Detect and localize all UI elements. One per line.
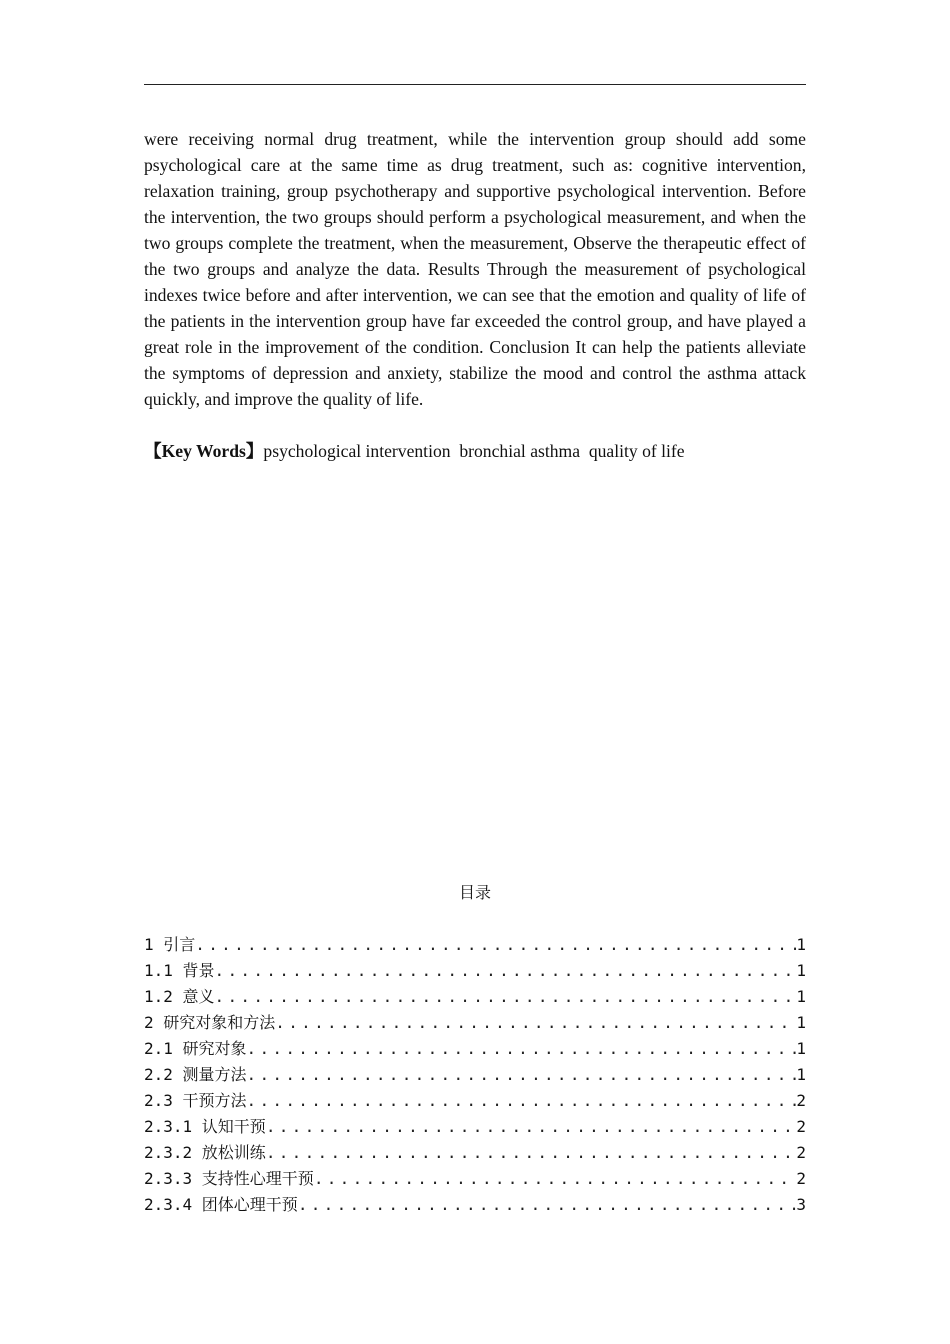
toc-entry[interactable]: [144, 1114, 806, 1140]
toc-entry-label: 2.3.1 认知干预: [144, 1117, 266, 1136]
toc-entry-label: 1.1 背景: [144, 961, 215, 980]
keywords-text: psychological intervention bronchial asthma quality of life: [263, 441, 685, 461]
toc-entry-label: 1 引言: [144, 935, 196, 954]
toc-entry-label: 2.3.2 放松训练: [144, 1143, 266, 1162]
abstract-paragraph: were receiving normal drug treatment, while the intervention group should add some psychological care at the same time as drug treatment, such as: cognitive intervention, relaxation training, group psychotherapy and supportive psychological intervention. Before the intervention, the two groups should perform a psychological measurement, and when the two groups complete the treatment, when the measurement, Observe the therapeutic effect of the two groups and analyze the data. Results Through the measurement of psychological indexes twice before and after intervention, we can see that the emotion and quality of life of the patients in the intervention group have far exceeded the control group, and have played a great role in the improvement of the condition. Conclusion It can help the patients alleviate the symptoms of depression and anxiety, stabilize the mood and control the asthma attack quickly, and improve the quality of life.: [144, 129, 806, 409]
toc-dot-leader: [275, 1010, 796, 1036]
toc-dot-leader: [195, 932, 796, 958]
toc-dot-leader: [247, 1062, 797, 1088]
toc-entry[interactable]: [144, 984, 806, 1010]
toc-dot-leader: [314, 1166, 797, 1192]
toc-entry[interactable]: [144, 1166, 806, 1192]
toc-entry-page: 1: [796, 1039, 806, 1058]
toc-entry-page: 2: [796, 1143, 806, 1162]
toc-dot-leader: [266, 1114, 797, 1140]
toc-dot-leader: [215, 958, 797, 984]
toc-entry[interactable]: [144, 1010, 806, 1036]
toc-entry[interactable]: [144, 1062, 806, 1088]
toc-dot-leader: [215, 984, 797, 1010]
toc-entry-label: 2.3.3 支持性心理干预: [144, 1169, 314, 1188]
header-rule: [144, 84, 806, 85]
toc-dot-leader: [298, 1192, 797, 1218]
table-of-contents: [144, 932, 806, 1218]
toc-entry[interactable]: [144, 1088, 806, 1114]
toc-entry-page: 1: [796, 1065, 806, 1084]
toc-entry[interactable]: [144, 1036, 806, 1062]
keywords-label: 【Key Words】: [144, 441, 264, 461]
toc-entry-page: 1: [796, 987, 806, 1006]
toc-entry-label: 1.2 意义: [144, 987, 215, 1006]
toc-entry-page: 1: [796, 935, 806, 954]
toc-entry-label: 2 研究对象和方法: [144, 1013, 276, 1032]
toc-entry[interactable]: [144, 932, 806, 958]
toc-entry[interactable]: [144, 1140, 806, 1166]
keywords-line: [144, 438, 806, 464]
toc-entry-label: 2.1 研究对象: [144, 1039, 247, 1058]
toc-dot-leader: [247, 1036, 797, 1062]
toc-entry-label: 2.3.4 团体心理干预: [144, 1195, 298, 1214]
toc-dot-leader: [247, 1088, 797, 1114]
toc-entry-page: 2: [796, 1091, 806, 1110]
toc-entry-label: 2.3 干预方法: [144, 1091, 247, 1110]
toc-entry-page: 2: [796, 1169, 806, 1188]
toc-title: 目录: [458, 883, 491, 902]
toc-entry[interactable]: [144, 958, 806, 984]
toc-entry[interactable]: [144, 1192, 806, 1218]
toc-entry-page: 3: [796, 1195, 806, 1214]
toc-entry-label: 2.2 测量方法: [144, 1065, 247, 1084]
toc-entry-page: 1: [796, 961, 806, 980]
toc-entry-page: 1: [796, 1013, 806, 1032]
toc-dot-leader: [266, 1140, 797, 1166]
toc-entry-page: 2: [796, 1117, 806, 1136]
